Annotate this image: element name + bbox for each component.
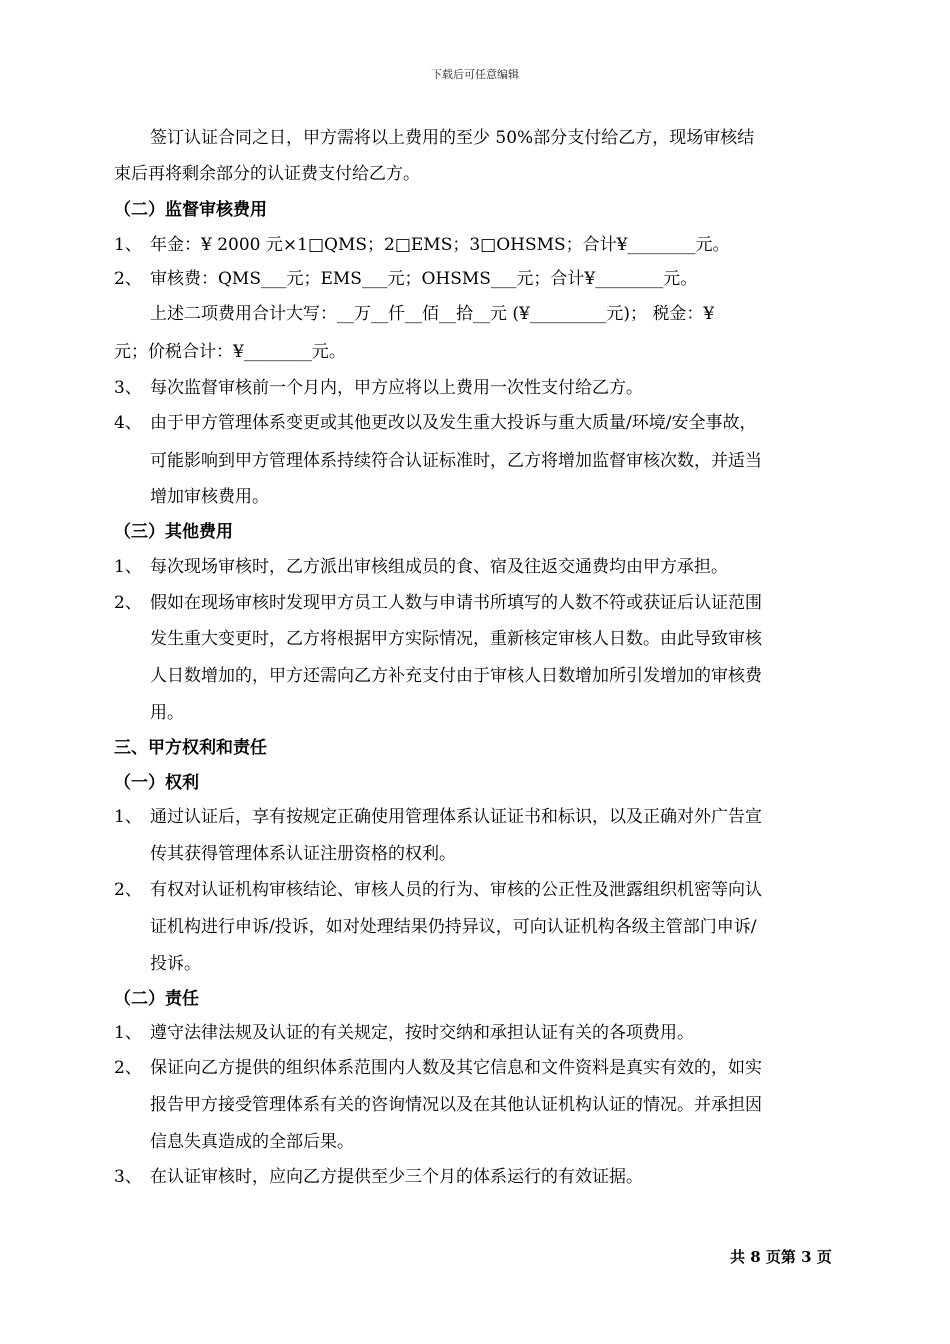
list-text: 每次监督审核前一个月内，甲方应将以上费用一次性支付给乙方。 [150, 378, 643, 398]
list-item [114, 1022, 694, 1044]
paragraph-line: 上述二项费用合计大写：__万__仟__佰__拾__元 (¥_________元)； 税金：¥ [150, 304, 715, 324]
list-text: 有权对认证机构审核结论、审核人员的行为、审核的公正性及泄露组织机密等向认 [150, 880, 762, 900]
section-heading: （二）责任 [114, 989, 199, 1009]
section-heading: （三）其他费用 [114, 522, 233, 542]
list-text: 年金：¥ 2000 元×1□QMS；2□EMS；3□OHSMS；合计¥________元。 [150, 235, 730, 255]
paragraph-line: 增加审核费用。 [150, 487, 269, 507]
list-item [114, 556, 728, 578]
paragraph-line: 用。 [150, 703, 184, 723]
list-item [114, 412, 756, 434]
list-text: 保证向乙方提供的组织体系范围内人数及其它信息和文件资料是真实有效的，如实 [150, 1058, 762, 1078]
list-item [114, 806, 762, 828]
section-heading: （二）监督审核费用 [114, 200, 267, 220]
list-item [114, 1057, 762, 1079]
list-item [114, 592, 762, 614]
list-text: 由于甲方管理体系变更或其他更改以及发生重大投诉与重大质量/环境/安全事故， [150, 413, 757, 433]
list-item [114, 879, 762, 901]
list-text: 审核费：QMS___元；EMS___元；OHSMS___元；合计¥________元。 [150, 269, 698, 289]
list-number: 1、 [114, 1023, 142, 1043]
chapter-heading: 三、甲方权利和责任 [114, 738, 267, 758]
list-number: 2、 [114, 880, 142, 900]
paragraph-line: 元；价税合计：¥________元。 [114, 342, 346, 362]
list-number: 1、 [114, 557, 142, 577]
page-footer: 共 8 页第 3 页 [730, 1248, 832, 1266]
list-number: 3、 [114, 378, 142, 398]
list-text: 在认证审核时，应向乙方提供至少三个月的体系运行的有效证据。 [150, 1167, 643, 1187]
list-number: 2、 [114, 1058, 142, 1078]
paragraph-line: 束后再将剩余部分的认证费支付给乙方。 [114, 164, 420, 184]
paragraph-line: 人日数增加的，甲方还需向乙方补充支付由于审核人日数增加所引发增加的审核费 [150, 666, 762, 686]
list-item [114, 234, 730, 256]
list-number: 3、 [114, 1167, 142, 1187]
list-number: 2、 [114, 593, 142, 613]
paragraph-line: 发生重大变更时，乙方将根据甲方实际情况，重新核定审核人日数。由此导致审核 [150, 629, 762, 649]
paragraph-line: 传其获得管理体系认证注册资格的权利。 [150, 844, 456, 864]
list-text: 通过认证后，享有按规定正确使用管理体系认证证书和标识，以及正确对外广告宣 [150, 807, 762, 827]
paragraph-line: 报告甲方接受管理体系有关的咨询情况以及在其他认证机构认证的情况。并承担因 [150, 1095, 762, 1115]
page-header: 下载后可任意编辑 [431, 68, 519, 81]
list-text: 每次现场审核时，乙方派出审核组成员的食、宿及往返交通费均由甲方承担。 [150, 557, 728, 577]
list-number: 1、 [114, 807, 142, 827]
list-text: 假如在现场审核时发现甲方员工人数与申请书所填写的人数不符或获证后认证范围 [150, 593, 762, 613]
list-item [114, 268, 697, 290]
list-text: 遵守法律法规及认证的有关规定，按时交纳和承担认证有关的各项费用。 [150, 1023, 694, 1043]
paragraph-line: 可能影响到甲方管理体系持续符合认证标准时，乙方将增加监督审核次数，并适当 [150, 451, 762, 471]
list-item [114, 1166, 643, 1188]
paragraph-line: 签订认证合同之日，甲方需将以上费用的至少 50%部分支付给乙方，现场审核结 [150, 128, 755, 148]
list-number: 4、 [114, 413, 142, 433]
paragraph-line: 证机构进行申诉/投诉，如对处理结果仍持异议，可向认证机构各级主管部门申诉/ [150, 917, 757, 937]
paragraph-line: 信息失真造成的全部后果。 [150, 1132, 354, 1152]
paragraph-line: 投诉。 [150, 954, 201, 974]
list-number: 2、 [114, 269, 142, 289]
list-item [114, 377, 643, 399]
section-heading: （一）权利 [114, 773, 199, 793]
list-number: 1、 [114, 235, 142, 255]
